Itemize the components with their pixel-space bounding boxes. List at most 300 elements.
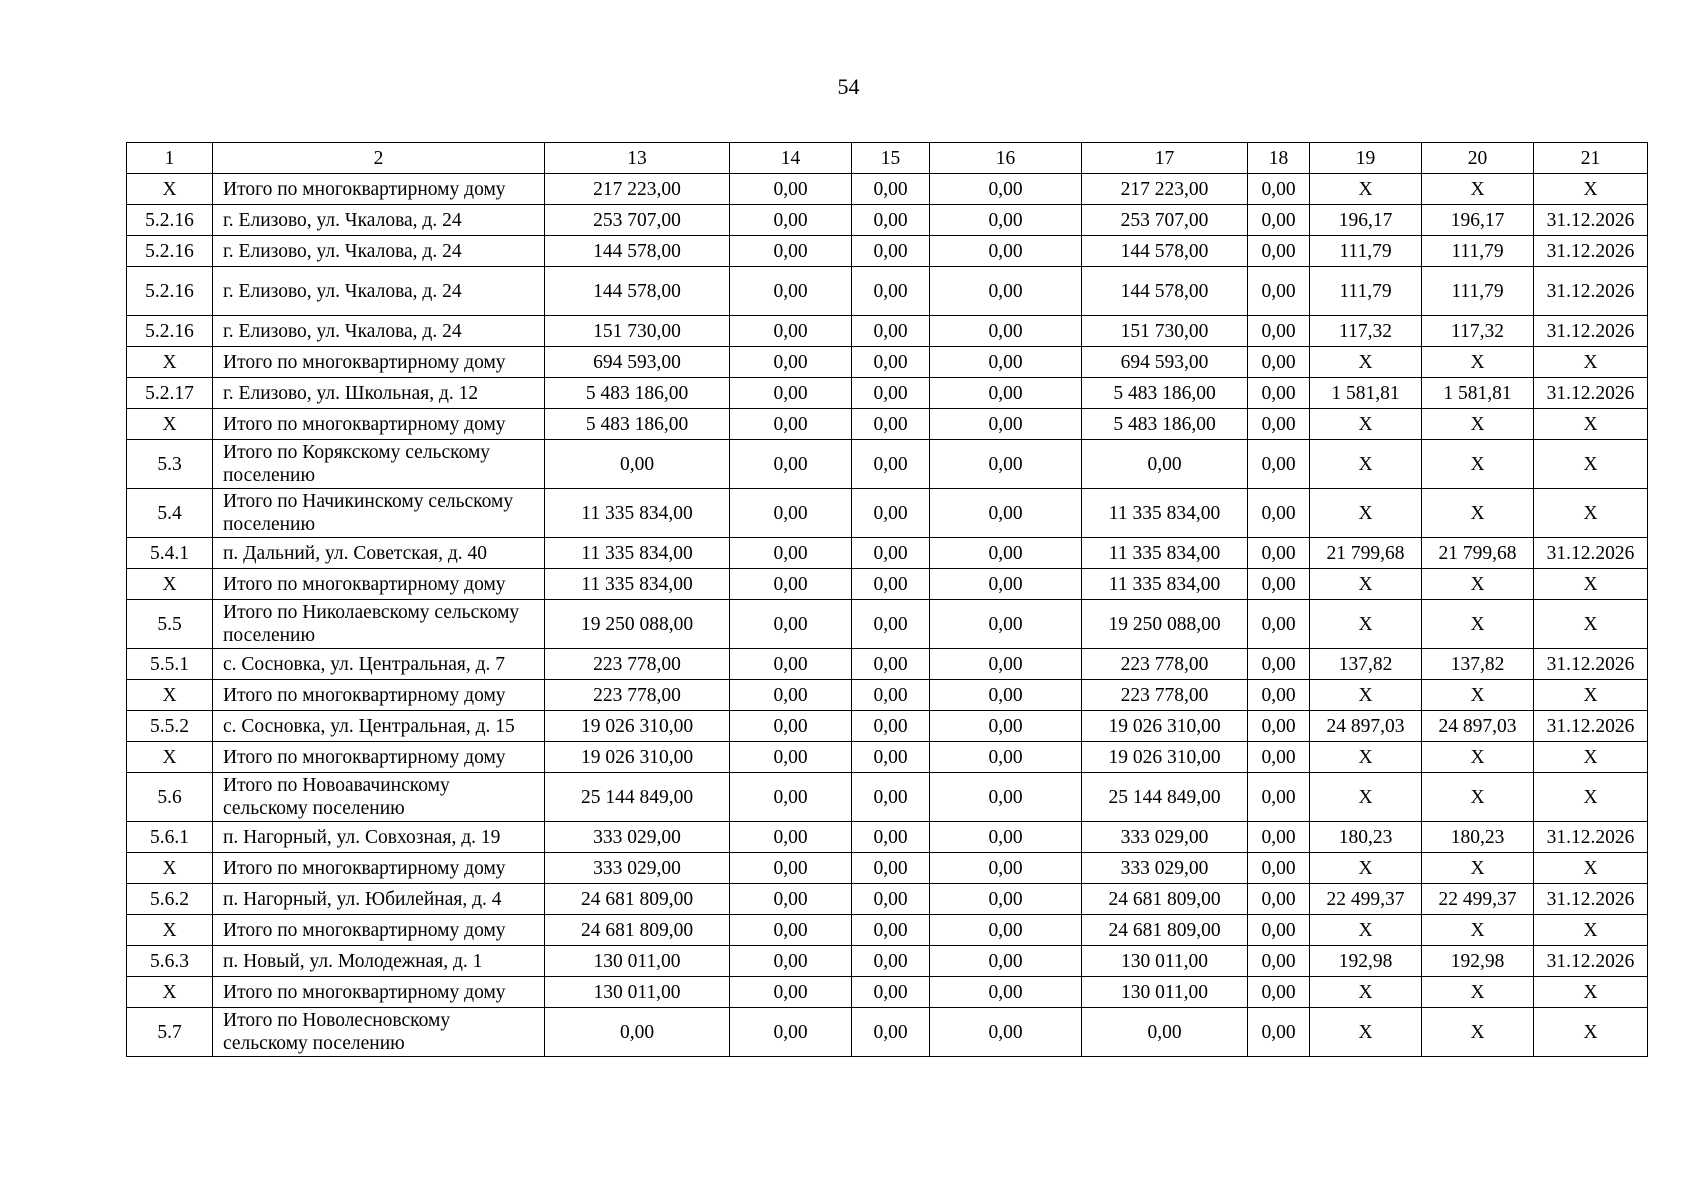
row-number-cell: 5.6.2 [127,884,213,915]
row-number-cell: 5.5.2 [127,711,213,742]
address-cell: г. Елизово, ул. Чкалова, д. 24 [213,236,545,267]
col-15-cell: 0,00 [852,742,930,773]
row-number-cell: 5.5.1 [127,649,213,680]
row-number-cell: X [127,742,213,773]
col-14-cell: 0,00 [730,205,852,236]
col-20-cell: X [1422,440,1534,489]
col-17-cell: 130 011,00 [1082,977,1248,1008]
col-20-cell: 111,79 [1422,236,1534,267]
table-row [127,267,1648,316]
col-17-cell: 5 483 186,00 [1082,378,1248,409]
table-row [127,822,1648,853]
col-15-cell: 0,00 [852,205,930,236]
table-row [127,946,1648,977]
address-cell: п. Нагорный, ул. Юбилейная, д. 4 [213,884,545,915]
col-17-cell: 19 026 310,00 [1082,742,1248,773]
address-cell: г. Елизово, ул. Чкалова, д. 24 [213,205,545,236]
col-19-cell: 24 897,03 [1310,711,1422,742]
col-15-cell: 0,00 [852,267,930,316]
address-cell: Итого по многоквартирному дому [213,915,545,946]
col-13-cell: 0,00 [545,1008,730,1057]
col-15-cell: 0,00 [852,884,930,915]
table-row [127,316,1648,347]
col-14-cell: 0,00 [730,822,852,853]
col-19-cell: X [1310,409,1422,440]
col-18-cell: 0,00 [1248,236,1310,267]
col-16-cell: 0,00 [930,853,1082,884]
table-row [127,742,1648,773]
column-header: 20 [1422,143,1534,174]
row-number-cell: X [127,680,213,711]
col-15-cell: 0,00 [852,316,930,347]
col-20-cell: X [1422,680,1534,711]
col-13-cell: 19 026 310,00 [545,711,730,742]
col-13-cell: 151 730,00 [545,316,730,347]
col-15-cell: 0,00 [852,822,930,853]
col-21-cell: 31.12.2026 [1534,267,1648,316]
col-21-cell: 31.12.2026 [1534,378,1648,409]
col-15-cell: 0,00 [852,946,930,977]
col-21-cell: X [1534,977,1648,1008]
row-number-cell: X [127,915,213,946]
address-cell: г. Елизово, ул. Чкалова, д. 24 [213,267,545,316]
col-16-cell: 0,00 [930,742,1082,773]
col-17-cell: 151 730,00 [1082,316,1248,347]
col-20-cell: X [1422,915,1534,946]
col-15-cell: 0,00 [852,378,930,409]
col-13-cell: 223 778,00 [545,649,730,680]
address-cell: Итого по Новоавачинскому сельскому поселению [213,773,545,822]
col-15-cell: 0,00 [852,409,930,440]
table-row [127,600,1648,649]
col-20-cell: X [1422,569,1534,600]
address-cell: Итого по многоквартирному дому [213,853,545,884]
address-cell: Итого по Корякскому сельскому поселению [213,440,545,489]
col-13-cell: 144 578,00 [545,236,730,267]
col-18-cell: 0,00 [1248,680,1310,711]
col-17-cell: 19 250 088,00 [1082,600,1248,649]
row-number-cell: 5.2.16 [127,267,213,316]
table-row [127,773,1648,822]
col-13-cell: 217 223,00 [545,174,730,205]
col-18-cell: 0,00 [1248,538,1310,569]
table-row [127,440,1648,489]
page-number: 54 [837,74,860,99]
col-20-cell: X [1422,600,1534,649]
column-header: 2 [213,143,545,174]
address-cell: Итого по многоквартирному дому [213,680,545,711]
col-16-cell: 0,00 [930,822,1082,853]
table-row [127,489,1648,538]
col-15-cell: 0,00 [852,680,930,711]
col-19-cell: X [1310,1008,1422,1057]
col-19-cell: X [1310,600,1422,649]
row-number-cell: X [127,853,213,884]
col-20-cell: 137,82 [1422,649,1534,680]
col-17-cell: 333 029,00 [1082,822,1248,853]
row-number-cell: 5.5 [127,600,213,649]
col-20-cell: 117,32 [1422,316,1534,347]
col-17-cell: 24 681 809,00 [1082,915,1248,946]
table-row [127,915,1648,946]
col-18-cell: 0,00 [1248,977,1310,1008]
col-14-cell: 0,00 [730,773,852,822]
column-header: 1 [127,143,213,174]
col-18-cell: 0,00 [1248,822,1310,853]
col-18-cell: 0,00 [1248,174,1310,205]
row-number-cell: 5.2.17 [127,378,213,409]
col-17-cell: 223 778,00 [1082,649,1248,680]
col-18-cell: 0,00 [1248,440,1310,489]
col-18-cell: 0,00 [1248,884,1310,915]
col-13-cell: 333 029,00 [545,853,730,884]
col-20-cell: X [1422,773,1534,822]
col-19-cell: 21 799,68 [1310,538,1422,569]
col-18-cell: 0,00 [1248,409,1310,440]
header-row [127,143,1648,174]
col-20-cell: 24 897,03 [1422,711,1534,742]
col-13-cell: 19 250 088,00 [545,600,730,649]
col-16-cell: 0,00 [930,347,1082,378]
col-17-cell: 144 578,00 [1082,267,1248,316]
column-header: 13 [545,143,730,174]
col-20-cell: X [1422,742,1534,773]
col-19-cell: X [1310,174,1422,205]
address-cell: Итого по многоквартирному дому [213,174,545,205]
col-21-cell: 31.12.2026 [1534,236,1648,267]
col-20-cell: X [1422,489,1534,538]
col-16-cell: 0,00 [930,440,1082,489]
col-14-cell: 0,00 [730,1008,852,1057]
col-20-cell: X [1422,977,1534,1008]
col-21-cell: X [1534,440,1648,489]
col-14-cell: 0,00 [730,853,852,884]
col-17-cell: 130 011,00 [1082,946,1248,977]
col-17-cell: 11 335 834,00 [1082,489,1248,538]
col-17-cell: 217 223,00 [1082,174,1248,205]
address-cell: Итого по Начикинскому сельскому поселению [213,489,545,538]
col-21-cell: X [1534,680,1648,711]
col-14-cell: 0,00 [730,489,852,538]
address-cell: с. Сосновка, ул. Центральная, д. 15 [213,711,545,742]
col-21-cell: X [1534,347,1648,378]
col-20-cell: 192,98 [1422,946,1534,977]
col-13-cell: 694 593,00 [545,347,730,378]
col-16-cell: 0,00 [930,236,1082,267]
col-21-cell: X [1534,489,1648,538]
col-20-cell: 1 581,81 [1422,378,1534,409]
col-14-cell: 0,00 [730,267,852,316]
col-19-cell: X [1310,853,1422,884]
col-13-cell: 19 026 310,00 [545,742,730,773]
col-21-cell: X [1534,853,1648,884]
col-16-cell: 0,00 [930,1008,1082,1057]
col-15-cell: 0,00 [852,649,930,680]
col-17-cell: 25 144 849,00 [1082,773,1248,822]
col-13-cell: 333 029,00 [545,822,730,853]
col-21-cell: X [1534,409,1648,440]
col-13-cell: 24 681 809,00 [545,915,730,946]
col-19-cell: 111,79 [1310,236,1422,267]
col-14-cell: 0,00 [730,915,852,946]
col-17-cell: 144 578,00 [1082,236,1248,267]
col-16-cell: 0,00 [930,680,1082,711]
col-14-cell: 0,00 [730,174,852,205]
col-16-cell: 0,00 [930,205,1082,236]
col-16-cell: 0,00 [930,884,1082,915]
col-17-cell: 253 707,00 [1082,205,1248,236]
table-body [127,174,1648,1057]
row-number-cell: X [127,409,213,440]
col-18-cell: 0,00 [1248,649,1310,680]
column-header: 15 [852,143,930,174]
col-21-cell: 31.12.2026 [1534,316,1648,347]
col-18-cell: 0,00 [1248,205,1310,236]
column-header: 18 [1248,143,1310,174]
col-16-cell: 0,00 [930,649,1082,680]
col-15-cell: 0,00 [852,440,930,489]
data-table [126,142,1648,1057]
col-17-cell: 24 681 809,00 [1082,884,1248,915]
col-16-cell: 0,00 [930,316,1082,347]
row-number-cell: X [127,347,213,378]
col-13-cell: 130 011,00 [545,977,730,1008]
col-14-cell: 0,00 [730,742,852,773]
col-16-cell: 0,00 [930,174,1082,205]
col-21-cell: X [1534,174,1648,205]
col-13-cell: 11 335 834,00 [545,569,730,600]
col-14-cell: 0,00 [730,347,852,378]
col-20-cell: 21 799,68 [1422,538,1534,569]
col-16-cell: 0,00 [930,711,1082,742]
col-17-cell: 0,00 [1082,1008,1248,1057]
col-21-cell: 31.12.2026 [1534,538,1648,569]
col-18-cell: 0,00 [1248,347,1310,378]
col-20-cell: X [1422,853,1534,884]
col-19-cell: 1 581,81 [1310,378,1422,409]
col-14-cell: 0,00 [730,316,852,347]
col-15-cell: 0,00 [852,711,930,742]
table-row [127,378,1648,409]
col-14-cell: 0,00 [730,378,852,409]
col-21-cell: 31.12.2026 [1534,205,1648,236]
col-13-cell: 223 778,00 [545,680,730,711]
table-row [127,569,1648,600]
col-20-cell: 196,17 [1422,205,1534,236]
col-14-cell: 0,00 [730,409,852,440]
col-13-cell: 25 144 849,00 [545,773,730,822]
col-16-cell: 0,00 [930,600,1082,649]
row-number-cell: 5.4.1 [127,538,213,569]
address-cell: Итого по многоквартирному дому [213,569,545,600]
col-14-cell: 0,00 [730,680,852,711]
col-13-cell: 11 335 834,00 [545,489,730,538]
col-17-cell: 694 593,00 [1082,347,1248,378]
col-15-cell: 0,00 [852,853,930,884]
col-13-cell: 0,00 [545,440,730,489]
table-row [127,649,1648,680]
address-cell: Итого по многоквартирному дому [213,977,545,1008]
row-number-cell: 5.6.1 [127,822,213,853]
col-20-cell: 180,23 [1422,822,1534,853]
row-number-cell: X [127,174,213,205]
col-20-cell: X [1422,1008,1534,1057]
address-cell: Итого по многоквартирному дому [213,409,545,440]
column-header: 21 [1534,143,1648,174]
col-20-cell: X [1422,347,1534,378]
row-number-cell: 5.7 [127,1008,213,1057]
col-19-cell: 117,32 [1310,316,1422,347]
col-19-cell: X [1310,915,1422,946]
column-header: 14 [730,143,852,174]
col-14-cell: 0,00 [730,711,852,742]
col-14-cell: 0,00 [730,600,852,649]
col-18-cell: 0,00 [1248,853,1310,884]
col-18-cell: 0,00 [1248,316,1310,347]
col-21-cell: 31.12.2026 [1534,884,1648,915]
col-14-cell: 0,00 [730,977,852,1008]
address-cell: Итого по Новолесновскому сельскому поселению [213,1008,545,1057]
col-13-cell: 144 578,00 [545,267,730,316]
col-18-cell: 0,00 [1248,489,1310,538]
col-19-cell: X [1310,440,1422,489]
col-18-cell: 0,00 [1248,946,1310,977]
table-row [127,680,1648,711]
col-14-cell: 0,00 [730,884,852,915]
col-21-cell: X [1534,773,1648,822]
col-16-cell: 0,00 [930,946,1082,977]
col-20-cell: X [1422,409,1534,440]
col-14-cell: 0,00 [730,538,852,569]
table-row [127,711,1648,742]
col-17-cell: 11 335 834,00 [1082,538,1248,569]
col-13-cell: 130 011,00 [545,946,730,977]
col-21-cell: X [1534,1008,1648,1057]
col-18-cell: 0,00 [1248,915,1310,946]
col-13-cell: 24 681 809,00 [545,884,730,915]
col-18-cell: 0,00 [1248,378,1310,409]
col-17-cell: 0,00 [1082,440,1248,489]
address-cell: п. Новый, ул. Молодежная, д. 1 [213,946,545,977]
address-cell: с. Сосновка, ул. Центральная, д. 7 [213,649,545,680]
col-20-cell: 111,79 [1422,267,1534,316]
col-14-cell: 0,00 [730,236,852,267]
col-13-cell: 5 483 186,00 [545,409,730,440]
col-14-cell: 0,00 [730,440,852,489]
col-20-cell: 22 499,37 [1422,884,1534,915]
col-19-cell: X [1310,569,1422,600]
row-number-cell: 5.2.16 [127,205,213,236]
col-20-cell: X [1422,174,1534,205]
col-18-cell: 0,00 [1248,569,1310,600]
col-15-cell: 0,00 [852,915,930,946]
col-15-cell: 0,00 [852,977,930,1008]
col-15-cell: 0,00 [852,347,930,378]
col-21-cell: X [1534,742,1648,773]
col-15-cell: 0,00 [852,174,930,205]
table-row [127,409,1648,440]
col-19-cell: 192,98 [1310,946,1422,977]
col-21-cell: X [1534,915,1648,946]
row-number-cell: 5.4 [127,489,213,538]
col-17-cell: 333 029,00 [1082,853,1248,884]
col-21-cell: X [1534,569,1648,600]
table-row [127,884,1648,915]
col-15-cell: 0,00 [852,489,930,538]
col-21-cell: X [1534,600,1648,649]
column-header: 17 [1082,143,1248,174]
column-header: 16 [930,143,1082,174]
table-row [127,853,1648,884]
col-16-cell: 0,00 [930,267,1082,316]
table-row [127,977,1648,1008]
col-16-cell: 0,00 [930,378,1082,409]
row-number-cell: 5.6.3 [127,946,213,977]
table-row [127,236,1648,267]
col-16-cell: 0,00 [930,538,1082,569]
table-row [127,174,1648,205]
col-15-cell: 0,00 [852,236,930,267]
col-18-cell: 0,00 [1248,773,1310,822]
row-number-cell: 5.2.16 [127,236,213,267]
col-21-cell: 31.12.2026 [1534,711,1648,742]
col-14-cell: 0,00 [730,569,852,600]
col-13-cell: 253 707,00 [545,205,730,236]
col-19-cell: X [1310,347,1422,378]
col-16-cell: 0,00 [930,773,1082,822]
col-19-cell: 111,79 [1310,267,1422,316]
col-19-cell: 22 499,37 [1310,884,1422,915]
table-row [127,1008,1648,1057]
row-number-cell: 5.2.16 [127,316,213,347]
row-number-cell: 5.6 [127,773,213,822]
col-19-cell: 180,23 [1310,822,1422,853]
col-18-cell: 0,00 [1248,1008,1310,1057]
address-cell: Итого по многоквартирному дому [213,347,545,378]
col-19-cell: X [1310,773,1422,822]
col-13-cell: 5 483 186,00 [545,378,730,409]
col-16-cell: 0,00 [930,409,1082,440]
col-18-cell: 0,00 [1248,711,1310,742]
col-18-cell: 0,00 [1248,742,1310,773]
col-19-cell: X [1310,680,1422,711]
col-15-cell: 0,00 [852,1008,930,1057]
col-21-cell: 31.12.2026 [1534,822,1648,853]
col-19-cell: 196,17 [1310,205,1422,236]
col-15-cell: 0,00 [852,538,930,569]
col-19-cell: X [1310,742,1422,773]
col-19-cell: 137,82 [1310,649,1422,680]
col-18-cell: 0,00 [1248,600,1310,649]
col-18-cell: 0,00 [1248,267,1310,316]
address-cell: г. Елизово, ул. Чкалова, д. 24 [213,316,545,347]
col-17-cell: 223 778,00 [1082,680,1248,711]
row-number-cell: X [127,569,213,600]
address-cell: Итого по Николаевскому сельскому поселению [213,600,545,649]
col-14-cell: 0,00 [730,649,852,680]
row-number-cell: X [127,977,213,1008]
col-15-cell: 0,00 [852,600,930,649]
col-16-cell: 0,00 [930,569,1082,600]
address-cell: п. Нагорный, ул. Совхозная, д. 19 [213,822,545,853]
address-cell: Итого по многоквартирному дому [213,742,545,773]
table-row [127,538,1648,569]
col-17-cell: 19 026 310,00 [1082,711,1248,742]
col-15-cell: 0,00 [852,569,930,600]
col-13-cell: 11 335 834,00 [545,538,730,569]
col-21-cell: 31.12.2026 [1534,946,1648,977]
table-row [127,347,1648,378]
